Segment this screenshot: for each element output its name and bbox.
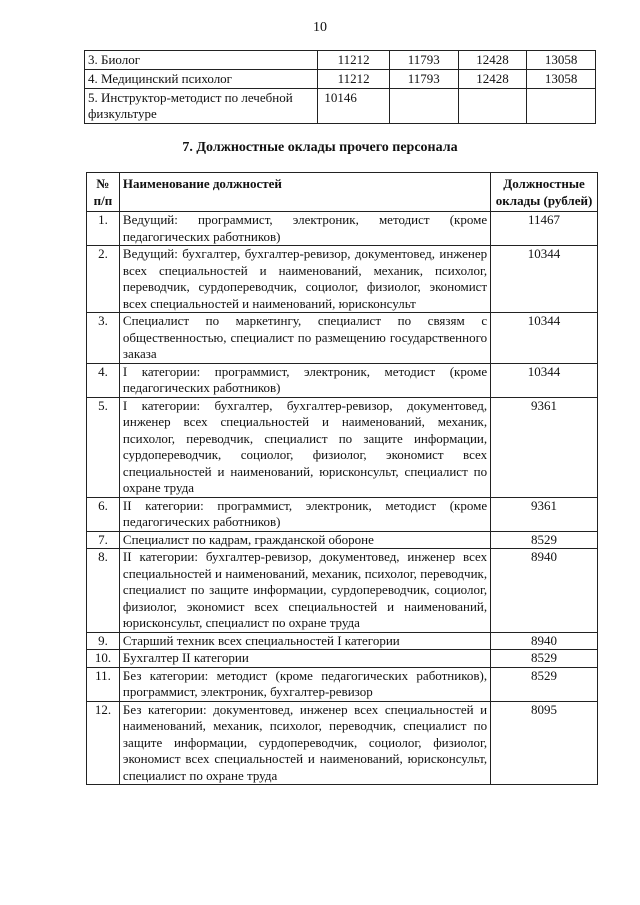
position-name: 5. Инструктор-методист по лечебной физкультуре [85,89,318,124]
salary-value: 10344 [491,363,598,397]
salary-value: 13058 [527,51,596,70]
row-number: 3. [87,313,120,364]
salary-value: 8529 [491,667,598,701]
salary-value: 10344 [491,246,598,313]
row-number: 1. [87,212,120,246]
table-row [87,497,598,531]
position-title: Без категории: документовед, инженер всех специальностей и наименований, механик, психолог, переводчик, специалист по защите информации, сурдопереводчик, социолог, физиолог, экономист всех специальностей и наименований, юрисконсульт, специалист по охране труда [119,701,490,785]
section-title: 7. Должностные оклады прочего персонала [182,140,458,155]
position-name: 3. Биолог [85,51,318,70]
salary-value: 8529 [491,650,598,668]
salary-value: 12428 [458,70,527,89]
row-number: 10. [87,650,120,668]
salary-table [86,172,598,785]
salary-value: 9361 [491,397,598,497]
position-title: II категории: бухгалтер-ревизор, документовед, инженер всех специальностей и наименований, механик, психолог, переводчик, специалист по защите информации, сурдопереводчик, социолог, физиолог, экономист всех специальностей и наименований, юрисконсульт, специалист по охране труда [119,549,490,633]
row-number: 9. [87,632,120,650]
position-name: 4. Медицинский психолог [85,70,318,89]
table-row [87,632,598,650]
position-title: Специалист по кадрам, гражданской обороне [119,531,490,549]
row-number: 7. [87,531,120,549]
salary-value: 12428 [458,51,527,70]
table-row [87,667,598,701]
table-row [87,246,598,313]
page-number: 10 [313,20,327,35]
row-number: 11. [87,667,120,701]
table-row [87,212,598,246]
table-row [87,397,598,497]
header-position: Наименование должностей [119,173,490,212]
position-title: I категории: программист, электроник, методист (кроме педагогических работников) [119,363,490,397]
salary-value: 11793 [389,70,458,89]
salary-value: 11212 [318,51,390,70]
salary-value: 13058 [527,70,596,89]
table-row [87,531,598,549]
salary-value: 11212 [318,70,390,89]
table-row [87,313,598,364]
table-row [85,70,596,89]
row-number: 2. [87,246,120,313]
table-row [87,701,598,785]
salary-value: 10146 [318,89,390,124]
row-number: 12. [87,701,120,785]
row-number: 8. [87,549,120,633]
table-row [85,89,596,124]
row-number: 6. [87,497,120,531]
table-header-row [87,173,598,212]
header-number: № п/п [87,173,120,212]
position-title: Без категории: методист (кроме педагогических работников), программист, электроник, бухгалтер-ревизор [119,667,490,701]
salary-value: 8529 [491,531,598,549]
position-title: Старший техник всех специальностей I категории [119,632,490,650]
row-number: 5. [87,397,120,497]
salary-value: 9361 [491,497,598,531]
salary-value: 11467 [491,212,598,246]
salary-value [527,89,596,124]
position-title: I категории: бухгалтер, бухгалтер-ревизор, документовед, инженер всех специальностей и наименований, механик, психолог, переводчик, специалист по защите информации, сурдопереводчик, социолог, физиолог, экономист всех специальностей и наименований, юрисконсульт, специалист по охране труда [119,397,490,497]
salary-value [458,89,527,124]
table-row [85,51,596,70]
header-salary: Должностные оклады (рублей) [491,173,598,212]
salary-value: 11793 [389,51,458,70]
position-title: Ведущий: бухгалтер, бухгалтер-ревизор, документовед, инженер всех специальностей и наименований, механик, психолог, переводчик, сурдопереводчик, социолог, физиолог, экономист всех специальностей и наименований, юрисконсульт [119,246,490,313]
table-row [87,363,598,397]
salary-value: 8940 [491,549,598,633]
table-row [87,650,598,668]
salary-value: 8940 [491,632,598,650]
salary-value [389,89,458,124]
previous-salary-table [84,50,596,124]
row-number: 4. [87,363,120,397]
position-title: Ведущий: программист, электроник, методист (кроме педагогических работников) [119,212,490,246]
salary-value: 10344 [491,313,598,364]
position-title: II категории: программист, электроник, методист (кроме педагогических работников) [119,497,490,531]
position-title: Бухгалтер II категории [119,650,490,668]
table-row [87,549,598,633]
salary-value: 8095 [491,701,598,785]
position-title: Специалист по маркетингу, специалист по связям с общественностью, специалист по размещению государственного заказа [119,313,490,364]
